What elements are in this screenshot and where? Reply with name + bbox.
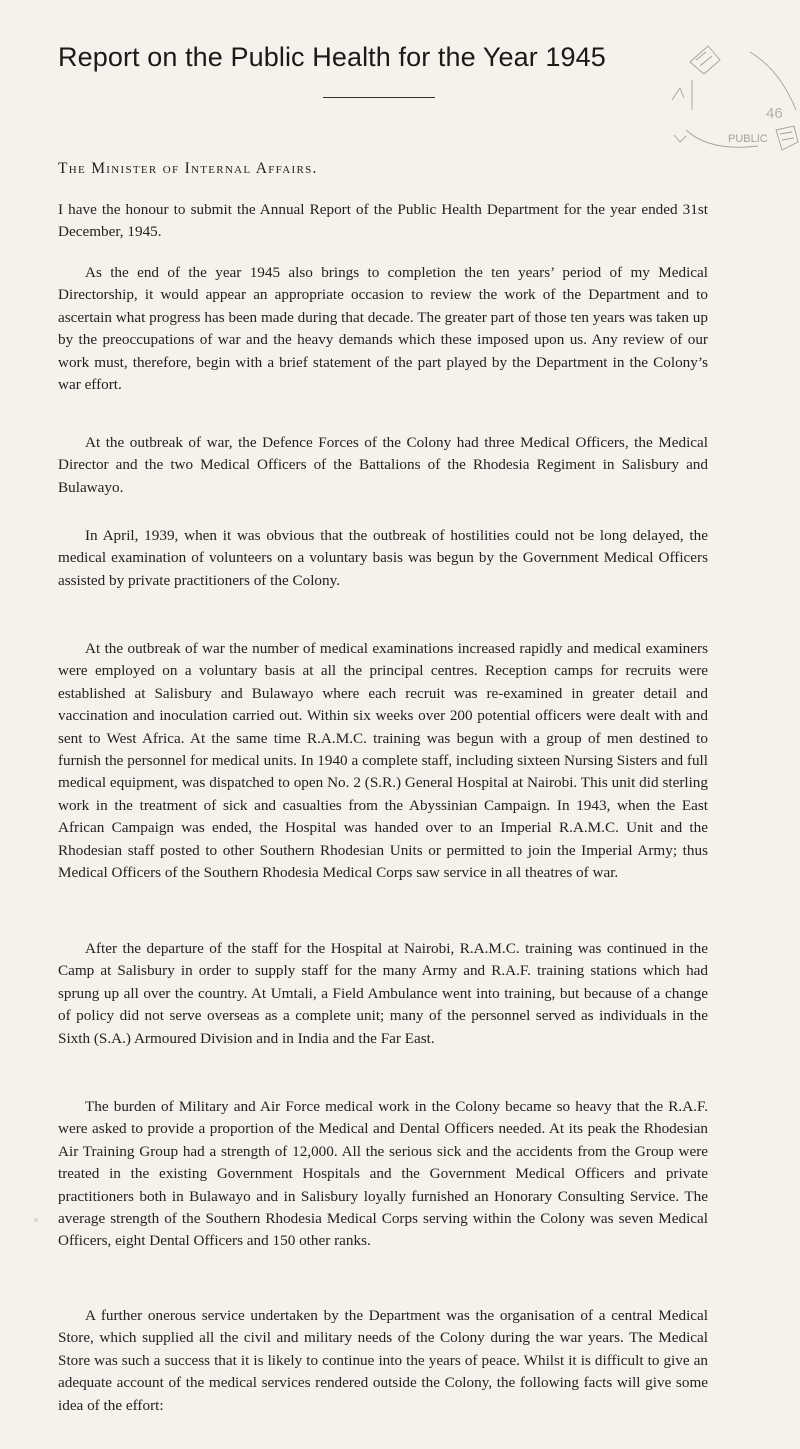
paragraph-3: At the outbreak of war, the Defence Forces of the Colony had three Medical Officers, the Medical Director and the two Medical Officers of the Battalions of the Rhodesia Regiment in Salisbury and Bulawayo. xyxy=(58,434,708,496)
library-stamp-icon xyxy=(670,40,800,160)
scan-spot xyxy=(34,1218,38,1222)
paragraph-7: The burden of Military and Air Force medical work in the Colony became so heavy that the R.A.F. were asked to provide a proportion of the Medical and Dental Officers needed. At its peak the Rhodesian Air Training Group had a strength of 12,000. All the serious sick and the accidents from the Group were treated in the existing Government Hospitals and the Government Medical Officers and private practitioners both in Bulawayo and in Salisbury loyally furnished an Honorary Consulting Service. The average strength of the Southern Rhodesia Medical Corps serving within the Colony was seven Medical Officers, eight Dental Officers and 150 other ranks. xyxy=(58,1098,708,1250)
title-rule xyxy=(323,97,435,98)
stamp-margin-mark: 46 xyxy=(766,105,783,122)
salutation: The Minister of Internal Affairs. xyxy=(58,160,318,177)
paragraph-1: I have the honour to submit the Annual Report of the Public Health Department for the year ended 31st December, 1945. xyxy=(58,201,708,241)
stamp-text: PUBLIC xyxy=(728,133,768,145)
paragraph-4: In April, 1939, when it was obvious that the outbreak of hostilities could not be long delayed, the medical examination of volunteers on a voluntary basis was begun by the Government Medical Officers assisted by private practitioners of the Colony. xyxy=(58,527,708,589)
paragraph-5: At the outbreak of war the number of medical examinations increased rapidly and medical examiners were employed on a voluntary basis at all the principal centres. Reception camps for recruits were established at Salisbury and Bulawayo where each recruit was re-examined in greater detail and vaccination and inoculation carried out. Within six weeks over 200 potential officers were dealt with and sent to West Africa. At the same time R.A.M.C. training was begun with a group of men destined to furnish the personnel for medical units. In 1940 a complete staff, including sixteen Nursing Sisters and full medical equipment, was dispatched to open No. 2 (S.R.) General Hospital at Nairobi. This unit did sterling work in the treatment of sick and casualties from the Abyssinian Campaign. In 1943, when the East African Campaign was ended, the Hospital was handed over to an Imperial R.A.M.C. Unit and the Rhodesian staff posted to other Southern Rhodesian Units or permitted to join the Imperial Army; thus Medical Officers of the Southern Rhodesia Medical Corps saw service in all theatres of war. xyxy=(58,640,708,882)
page-title: Report on the Public Health for the Year 1945 xyxy=(58,42,606,72)
paragraph-8: A further onerous service undertaken by the Department was the organisation of a central Medical Store, which supplied all the civil and military needs of the Colony during the war years. The Medical Store was such a success that it is likely to continue into the years of peace. Whilst it is difficult to give an adequate account of the medical services rendered outside the Colony, the following facts will give some idea of the effort: xyxy=(58,1307,708,1414)
paragraph-6: After the departure of the staff for the Hospital at Nairobi, R.A.M.C. training was continued in the Camp at Salisbury in order to supply staff for the many Army and R.A.F. training stations which had sprung up all over the country. At Umtali, a Field Ambulance went into training, but because of a change of policy did not serve overseas as a complete unit; many of the personnel served as individuals in the Sixth (S.A.) Armoured Division and in India and the Far East. xyxy=(58,940,708,1047)
paragraph-2: As the end of the year 1945 also brings to completion the ten years’ period of my Medical Directorship, it would appear an appropriate occasion to review the work of the Department and to ascertain what progress has been made during that decade. The greater part of those ten years was taken up by the preoccupations of war and the heavy demands which these imposed upon us. Any review of our work must, therefore, begin with a brief statement of the part played by the Department in the Colony’s war effort. xyxy=(58,264,708,394)
